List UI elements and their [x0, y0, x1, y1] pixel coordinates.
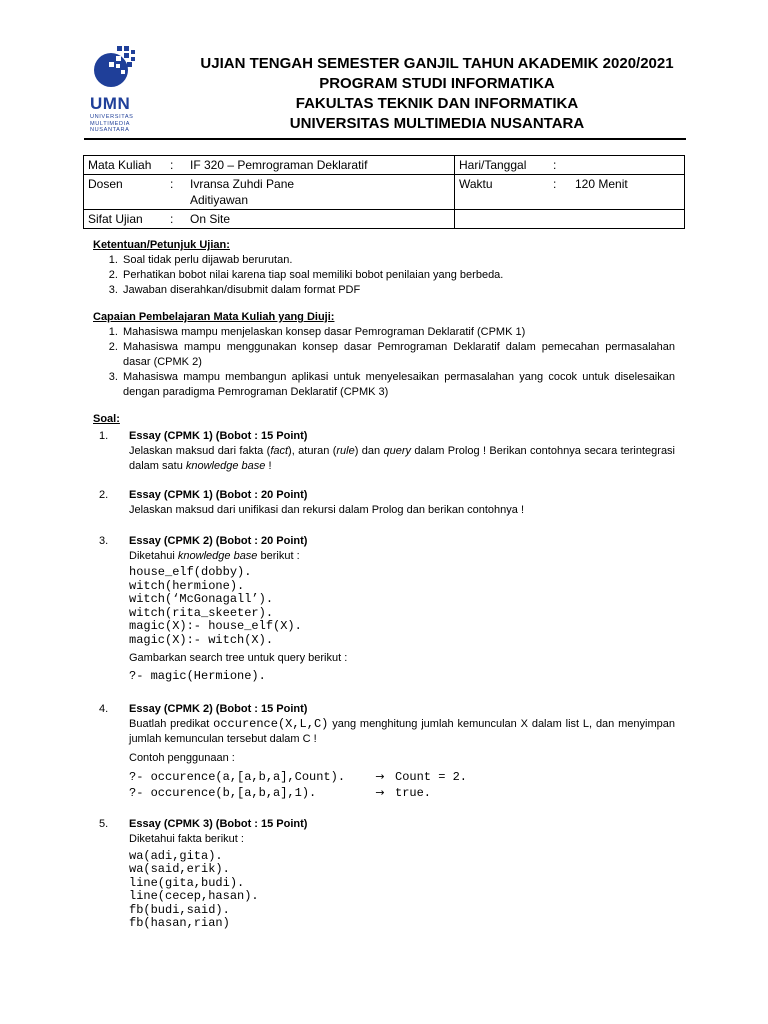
question-3 — [93, 534, 675, 684]
text-span: ), aturan ( — [288, 445, 337, 457]
predicate-code: occurence(X,L,C) — [213, 716, 329, 731]
question-1 — [93, 429, 675, 474]
text-span: ) dan — [354, 445, 384, 457]
capaian-list — [93, 325, 675, 400]
arrow-icon: → — [375, 769, 385, 783]
soal-title: Soal: — [93, 413, 120, 425]
question-text — [129, 444, 675, 474]
table-row — [84, 156, 685, 175]
list-item: 3. Mahasiswa mampu membangun aplikasi untuk menyelesaikan permasalahan yang cocok untuk diselesaikan dengan paradigma Pemrograman Deklaratif (CPMK 3) — [121, 370, 675, 400]
dosen-value — [190, 176, 294, 208]
question-text: Gambarkan search tree untuk query berikut : — [129, 652, 348, 664]
question-text — [129, 549, 675, 564]
waktu-cell — [455, 175, 685, 210]
query-code: ?- magic(Hermione). — [129, 669, 266, 683]
example-1 — [129, 769, 675, 785]
header-line-1: UJIAN TENGAH SEMESTER GANJIL TAHUN AKADEMIK 2020/2021 — [200, 55, 674, 72]
waktu-value: 120 Menit — [575, 177, 628, 191]
text-span: dalam Prolog ! Berikan contohnya secara terintegrasi dalam satu — [129, 445, 676, 472]
waktu-label: Waktu — [459, 177, 493, 191]
sifat-ujian-cell — [84, 210, 455, 229]
umn-logo — [86, 40, 158, 132]
mata-kuliah-value: IF 320 – Pemrograman Deklaratif — [190, 158, 368, 172]
logo-subtitle-line: NUSANTARA — [90, 127, 130, 134]
question-text — [129, 717, 675, 747]
exam-body — [93, 238, 675, 931]
hari-tanggal-label: Hari/Tanggal — [459, 158, 527, 172]
question-number: 3. — [99, 535, 109, 547]
question-title: Essay (CPMK 2) (Bobot : 20 Point) — [129, 535, 308, 547]
question-title: Essay (CPMK 3) (Bobot : 15 Point) — [129, 817, 308, 830]
question-2 — [93, 488, 675, 518]
dosen-cell — [84, 175, 455, 210]
colon: : — [553, 177, 557, 191]
example-result: true. — [395, 785, 432, 800]
colon: : — [170, 177, 174, 191]
example-2 — [129, 785, 675, 801]
text-span: berikut : — [257, 550, 300, 562]
text-span: knowledge base — [185, 460, 266, 472]
contoh-label: Contoh penggunaan : — [129, 751, 235, 764]
question-title: Essay (CPMK 2) (Bobot : 15 Point) — [129, 702, 308, 715]
dosen-name-1: Ivransa Zuhdi Pane — [190, 177, 295, 191]
umn-logo-icon — [91, 44, 137, 90]
text-span: Jelaskan maksud dari fakta ( — [129, 445, 271, 457]
sifat-ujian-value: On Site — [190, 212, 231, 226]
colon: : — [553, 158, 557, 172]
arrow-icon: → — [375, 785, 385, 799]
exam-info-table — [83, 155, 685, 229]
mata-kuliah-label: Mata Kuliah — [88, 158, 152, 172]
facts-code: wa(adi,gita). wa(said,erik). line(gita,budi). line(cecep,hasan). fb(budi,said). fb(hasan,rian) — [129, 848, 259, 930]
text-span: knowledge base — [177, 550, 258, 562]
table-row — [84, 210, 685, 229]
text-span: Buatlah predikat — [129, 717, 214, 730]
text-span: ! — [265, 460, 272, 472]
text-span: Diketahui — [129, 550, 178, 562]
example-query: ?- occurence(a,[a,b,a],Count). — [129, 769, 346, 784]
ketentuan-list — [93, 253, 675, 298]
colon: : — [170, 158, 174, 172]
header-divider — [84, 138, 686, 140]
list-item: 1. Mahasiswa mampu menjelaskan konsep dasar Pemrograman Deklaratif (CPMK 1) — [121, 325, 675, 340]
ketentuan-title: Ketentuan/Petunjuk Ujian: — [93, 239, 230, 251]
question-5 — [93, 817, 675, 931]
question-number: 4. — [99, 702, 109, 715]
question-text: Jelaskan maksud dari unifikasi dan rekursi dalam Prolog dan berikan contohnya ! — [129, 504, 524, 516]
list-item: 3. Jawaban diserahkan/disubmit dalam format PDF — [121, 283, 675, 298]
question-4 — [93, 702, 675, 801]
logo-wordmark: UMN — [90, 94, 131, 113]
text-span: yang menghitung jumlah kemunculan X dalam list L, dan menyimpan jumlah kemunculan tersebut dalam C ! — [129, 717, 675, 745]
empty-cell — [455, 210, 685, 229]
logo-subtitle — [90, 114, 133, 134]
logo-subtitle-line: UNIVERSITAS — [90, 114, 134, 120]
list-item: 2. Perhatikan bobot nilai karena tiap soal memiliki bobot penilaian yang berbeda. — [121, 268, 675, 283]
colon: : — [170, 212, 174, 226]
list-item: 1. Soal tidak perlu dijawab berurutan. — [121, 253, 675, 268]
dosen-name-2: Aditiyawan — [190, 193, 249, 207]
question-title: Essay (CPMK 1) (Bobot : 15 Point) — [129, 430, 308, 442]
question-number: 5. — [99, 817, 109, 830]
table-row — [84, 175, 685, 210]
exam-header — [172, 54, 702, 134]
header-line-3: FAKULTAS TEKNIK DAN INFORMATIKA — [295, 95, 579, 112]
question-title: Essay (CPMK 1) (Bobot : 20 Point) — [129, 489, 308, 501]
dosen-label: Dosen — [88, 177, 123, 191]
text-span: query — [383, 445, 412, 457]
knowledge-base-code: house_elf(dobby). witch(hermione). witch(‘McGonagall’). witch(rita_skeeter). magic(X):- house_elf(X). magic(X):- witch(X). — [129, 565, 302, 647]
question-number: 1. — [99, 430, 109, 442]
header-line-2: PROGRAM STUDI INFORMATIKA — [319, 75, 555, 92]
example-query: ?- occurence(b,[a,b,a],1). — [129, 785, 317, 800]
logo-subtitle-line: MULTIMEDIA — [90, 120, 131, 127]
list-item: 2. Mahasiswa mampu menggunakan konsep dasar Pemrograman Deklaratif dalam pemecahan permasalahan dasar (CPMK 2) — [121, 340, 675, 370]
mata-kuliah-cell — [84, 156, 455, 175]
header-line-4: UNIVERSITAS MULTIMEDIA NUSANTARA — [289, 115, 585, 132]
capaian-title: Capaian Pembelajaran Mata Kuliah yang Diuji: — [93, 311, 335, 323]
text-span: fact — [270, 445, 289, 457]
question-number: 2. — [99, 489, 109, 501]
example-result: Count = 2. — [395, 769, 468, 784]
question-text: Diketahui fakta berikut : — [129, 832, 244, 845]
hari-tanggal-cell — [455, 156, 685, 175]
sifat-ujian-label: Sifat Ujian — [88, 212, 143, 226]
text-span: rule — [336, 445, 355, 457]
